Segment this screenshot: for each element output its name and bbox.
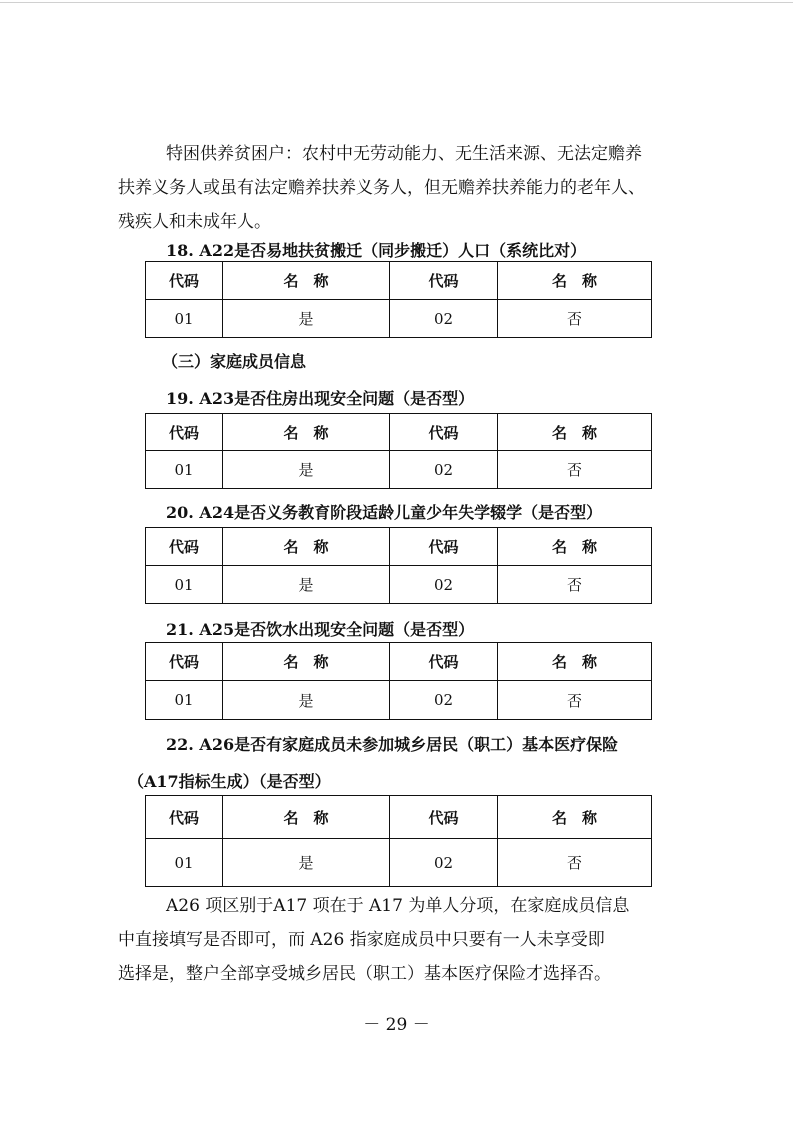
header-name: 名 称	[223, 796, 390, 839]
cell-name: 否	[498, 566, 652, 604]
header-name: 名 称	[498, 414, 652, 451]
header-code: 代码	[390, 796, 498, 839]
cell-name: 是	[223, 300, 390, 338]
cell-code: 01	[146, 566, 223, 604]
cell-code: 02	[390, 451, 498, 489]
top-border	[0, 2, 793, 3]
cell-code: 02	[390, 681, 498, 720]
header-code: 代码	[390, 262, 498, 300]
section-22-title: 22. A26是否有家庭成员未参加城乡居民（职工）基本医疗保险	[166, 735, 619, 754]
note-line: A26 项区别于A17 项在于 A17 为单人分项，在家庭成员信息	[166, 896, 630, 916]
header-code: 代码	[390, 414, 498, 451]
cell-code: 01	[146, 681, 223, 720]
cell-name: 否	[498, 681, 652, 720]
intro-line: 特困供养贫困户：农村中无劳动能力、无生活来源、无法定赡养	[166, 144, 642, 164]
cell-code: 02	[390, 300, 498, 338]
header-name: 名 称	[223, 528, 390, 566]
cell-name: 否	[498, 839, 652, 887]
cell-name: 是	[223, 681, 390, 720]
cell-code: 01	[146, 451, 223, 489]
cell-name: 是	[223, 566, 390, 604]
cell-code: 01	[146, 300, 223, 338]
header-code: 代码	[146, 414, 223, 451]
code-table-21	[145, 642, 652, 720]
header-code: 代码	[146, 643, 223, 681]
cell-name: 是	[223, 839, 390, 887]
cell-name: 是	[223, 451, 390, 489]
header-name: 名 称	[223, 262, 390, 300]
header-name: 名 称	[498, 262, 652, 300]
code-table-18	[145, 261, 652, 338]
cell-code: 02	[390, 566, 498, 604]
note-line: 中直接填写是否即可，而 A26 指家庭成员中只要有一人未享受即	[118, 930, 605, 950]
cell-code: 01	[146, 839, 223, 887]
intro-line: 扶养义务人或虽有法定赡养扶养义务人，但无赡养扶养能力的老年人、	[118, 178, 645, 198]
page-number: － 29 －	[363, 1015, 430, 1035]
subsection-title: （三）家庭成员信息	[162, 352, 307, 371]
header-code: 代码	[390, 643, 498, 681]
header-code: 代码	[390, 528, 498, 566]
section-20-title: 20. A24是否义务教育阶段适龄儿童少年失学辍学（是否型）	[166, 503, 603, 522]
cell-name: 否	[498, 451, 652, 489]
header-code: 代码	[146, 528, 223, 566]
intro-paragraph	[118, 137, 688, 239]
code-table-19	[145, 413, 652, 489]
code-table-22	[145, 795, 652, 887]
header-name: 名 称	[498, 528, 652, 566]
note-paragraph	[118, 889, 688, 991]
code-table-20	[145, 527, 652, 604]
note-line: 选择是，整户全部享受城乡居民（职工）基本医疗保险才选择否。	[118, 964, 611, 984]
header-name: 名 称	[498, 643, 652, 681]
header-code: 代码	[146, 262, 223, 300]
header-name: 名 称	[223, 643, 390, 681]
header-name: 名 称	[223, 414, 390, 451]
header-name: 名 称	[498, 796, 652, 839]
intro-line: 残疾人和未成年人。	[118, 212, 271, 232]
cell-code: 02	[390, 839, 498, 887]
header-code: 代码	[146, 796, 223, 839]
section-19-title: 19. A23是否住房出现安全问题（是否型）	[166, 389, 475, 408]
cell-name: 否	[498, 300, 652, 338]
section-21-title: 21. A25是否饮水出现安全问题（是否型）	[166, 620, 475, 639]
section-18-title: 18. A22是否易地扶贫搬迁（同步搬迁）人口（系统比对）	[166, 241, 587, 260]
section-22-title-cont: （A17指标生成）（是否型）	[128, 772, 331, 791]
